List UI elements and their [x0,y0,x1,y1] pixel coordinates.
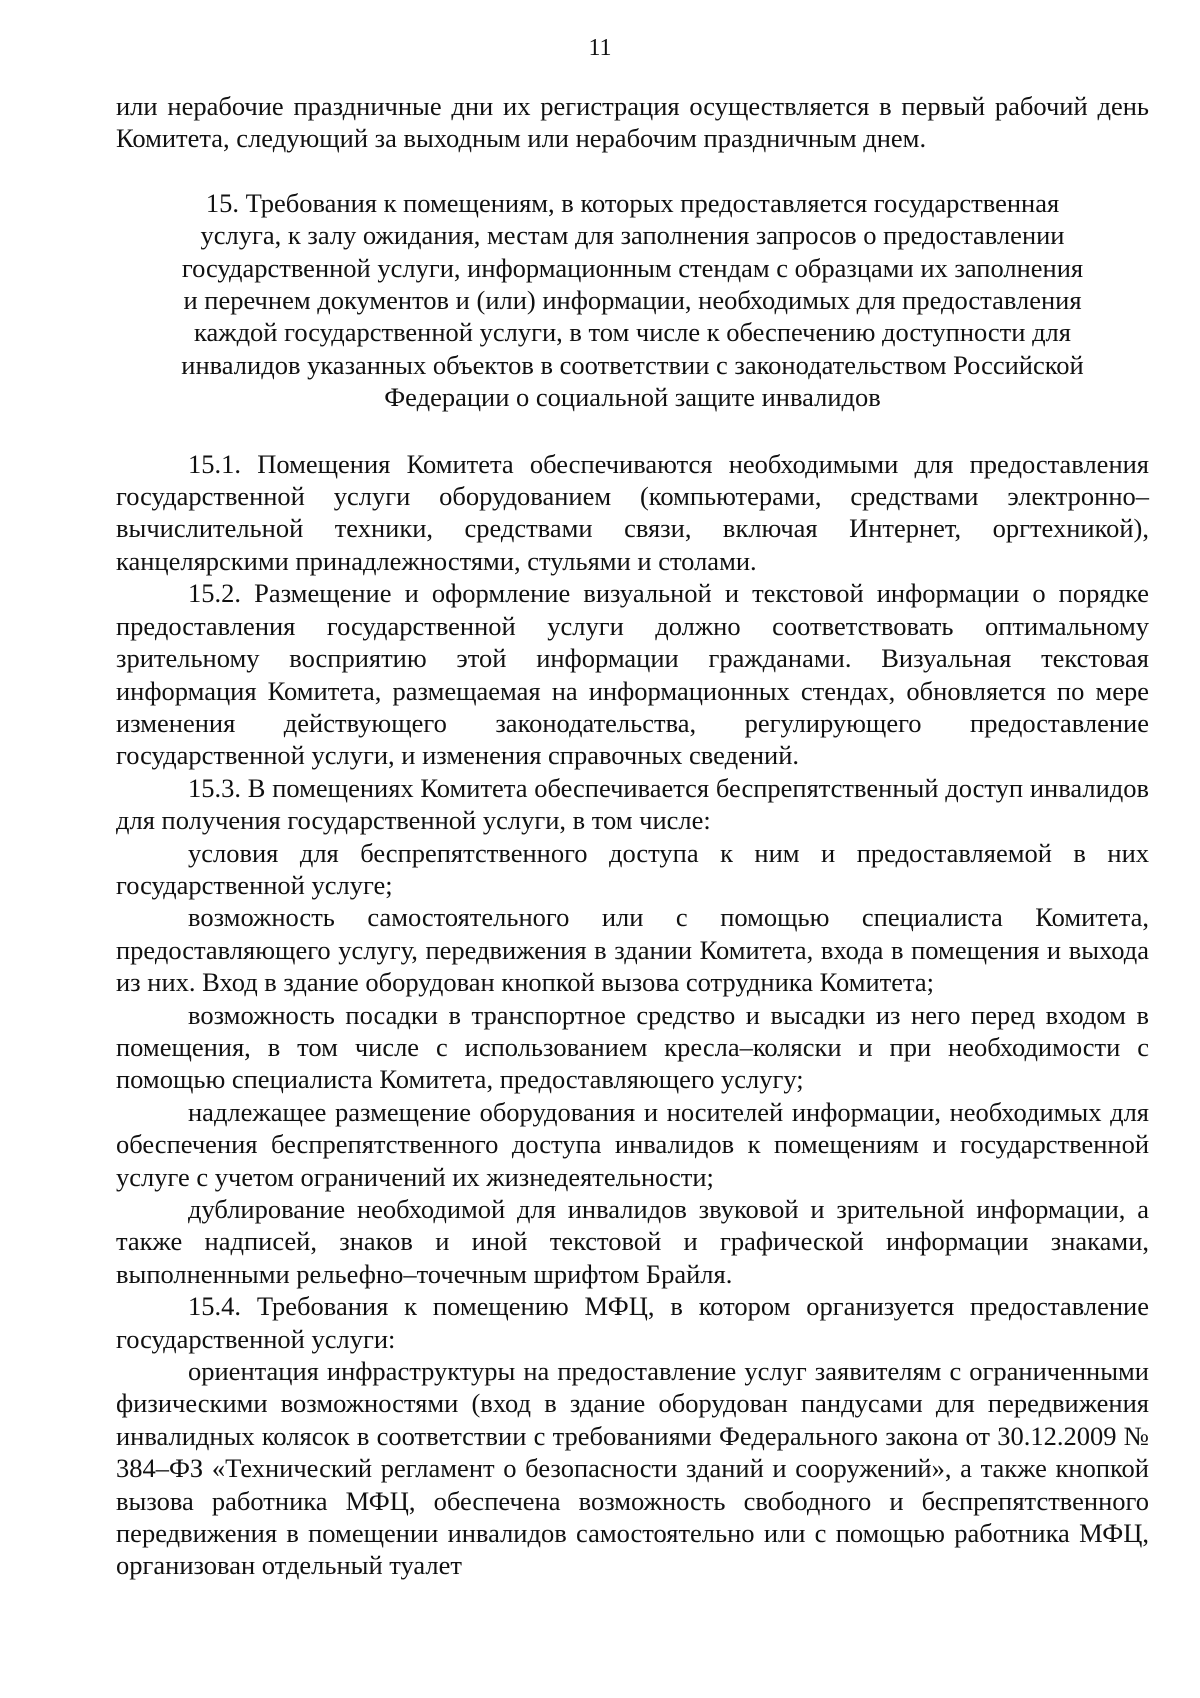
document-body [116,90,1149,1582]
heading-line: каждой государственной услуги, в том числе к обеспечению доступности для [194,317,1071,348]
list-item-braille: дублирование необходимой для инвалидов звуковой и зрительной информации, а также надписей, знаков и иной текстовой и графической информации знаками, выполненными рельефно–точечным шрифтом Брайля. [116,1194,1149,1289]
heading-line: Федерации о социальной защите инвалидов [384,382,881,413]
page-number: 11 [588,35,612,61]
list-item-infrastructure: ориентация инфраструктуры на предоставление услуг заявителям с ограниченными физическими возможностями (вход в здание оборудован пандусами для передвижения инвалидных колясок в соответствии с требованиями Федерального закона от 30.12.2009 № 384–ФЗ «Технический регламент о безопасности зданий и сооружений», а также кнопкой вызова работника МФЦ, обеспечена возможность свободного и беспрепятственного передвижения в помещении инвалидов самостоятельно или с помощью работника МФЦ, организован отдельный туалет [116,1356,1149,1581]
intro-paragraph: или нерабочие праздничные дни их регистрация осуществляется в первый рабочий день Комитета, следующий за выходным или нерабочим праздничным днем. [116,91,1149,154]
heading-line: 15. Требования к помещениям, в которых предоставляется государственная [205,187,1060,218]
section-heading [116,187,1149,414]
heading-line: услуга, к залу ожидания, местам для заполнения запросов о предоставлении [200,220,1065,251]
heading-line: инвалидов указанных объектов в соответствии с законодательством Российской [181,349,1084,380]
heading-line: государственной услуги, информационным стендам с образцами их заполнения [181,252,1084,283]
paragraph-15-3: 15.3. В помещениях Комитета обеспечивается беспрепятственный доступ инвалидов для получения государственной услуги, в том числе: [116,772,1149,836]
paragraph-15-2: 15.2. Размещение и оформление визуальной и текстовой информации о порядке предоставления государственной услуги должно соответствовать оптимальному зрительному восприятию этой информации гражданами. Визуальная текстовая информация Комитета, размещаемая на информационных стендах, обновляется по мере изменения действующего законодательства, регулирующего предоставление государственной услуги, и изменения справочных сведений. [116,578,1149,771]
heading-line: и перечнем документов и (или) информации, необходимых для предоставления [183,285,1082,316]
list-item-movement: возможность самостоятельного или с помощью специалиста Комитета, предоставляющего услугу, передвижения в здании Комитета, входа в помещения и выхода из них. Вход в здание оборудован кнопкой вызова сотрудника Комитета; [116,902,1149,998]
list-item-access-conditions: условия для беспрепятственного доступа к ним и предоставляемой в них государственной услуге; [116,837,1149,900]
paragraph-15-1: 15.1. Помещения Комитета обеспечиваются необходимыми для предоставления государственной услуги оборудованием (компьютерами, средствами электронно–вычислительной техники, средствами связи, включая Интернет, оргтехникой), канцелярскими принадлежностями, стульями и столами. [116,448,1149,576]
list-item-equipment: надлежащее размещение оборудования и носителей информации, необходимых для обеспечения беспрепятственного доступа инвалидов к помещениям и государственной услуге с учетом ограничений их жизнедеятельности; [116,1096,1149,1192]
paragraph-15-4: 15.4. Требования к помещению МФЦ, в котором организуется предоставление государственной услуги: [116,1291,1149,1354]
list-item-transport: возможность посадки в транспортное средство и высадки из него перед входом в помещения, в том числе с использованием кресла–коляски и при необходимости с помощью специалиста Комитета, предоставляющего услугу; [116,999,1149,1095]
